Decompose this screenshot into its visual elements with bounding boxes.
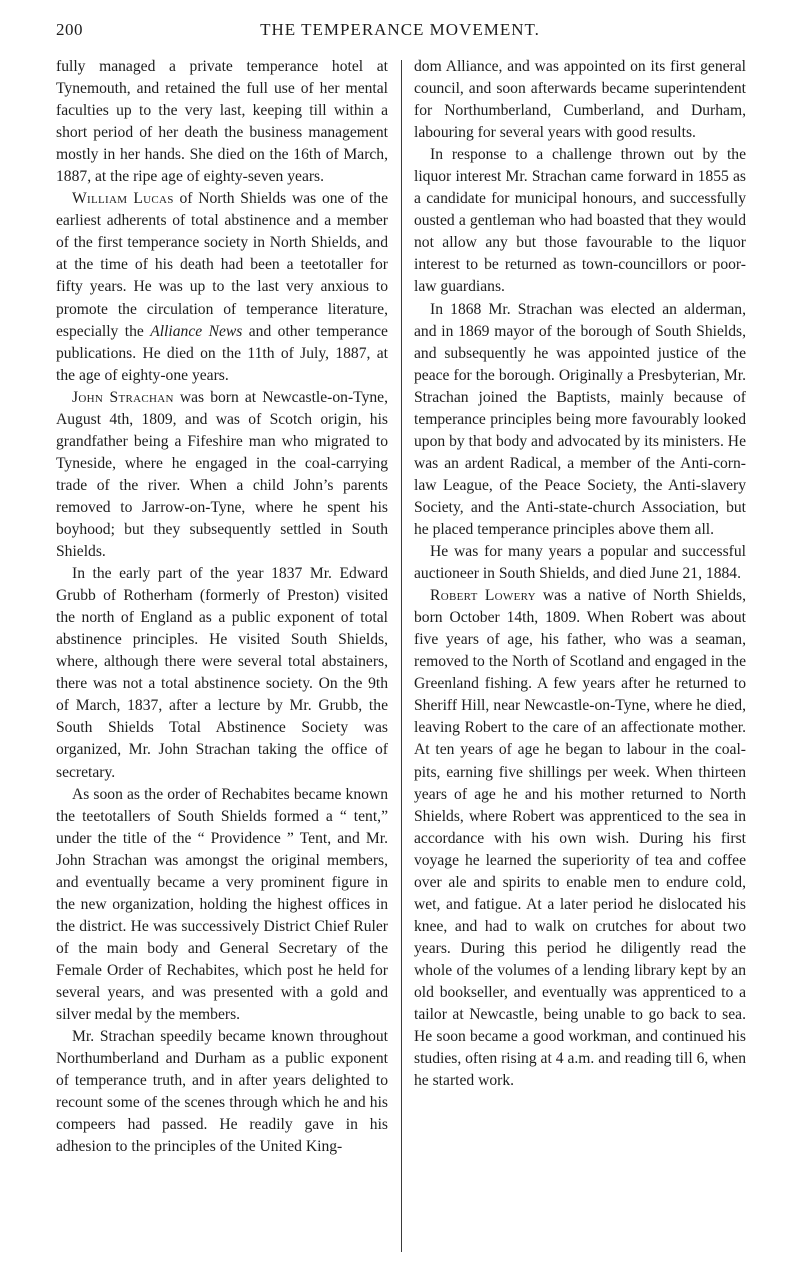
paragraph-text: was born at Newcastle-on-Tyne, August 4th, 1809, and was of Scotch origin, his grandfather being a Fifeshire man who migrated to Tyneside, where he engaged in the coal-carrying trade of the river. When a child John’s parents removed to Jarrow-on-Tyne, where he spent his boyhood; but they subsequently settled in South Shields. (56, 388, 389, 561)
paragraph-text: was a native of North Shields, born October 14th, 1809. When Robert was about five years of age, his father, who was a seaman, removed to the North of Scotland and engaged in the Greenland fishing. A few years after he returned to Sheriff Hill, near Newcastle-on-Tyne, where he died, leaving Robert to the care of an affectionate mother. At ten years of age he began to labour in the coal-pits, earning five shillings per week. When thirteen years of age he and his mother returned to North Shields, where Robert was apprenticed to the sea in accordance with his own wish. During his first voyage he learned the superiority of tea and coffee over ale and spirits to enable men to endure cold, wet, and fatigue. At a later period he dislocated his knee, and had to walk on crutches for about two years. During this period he diligently read the whole of the volumes of a lending library kept by an old bookseller, and eventually was apprenticed to a tailor at Newcastle, being unable to go back to sea. He soon became a good workman, and continued his studies, often rising at 4 a.m. and reading till 6, when he started work. (414, 587, 746, 1090)
paragraph-william-lucas (56, 188, 388, 386)
paragraph: He was for many years a popular and successful auctioneer in South Shields, and died June 21, 1884. (414, 543, 746, 583)
paragraph: In 1868 Mr. Strachan was elected an alderman, and in 1869 mayor of the borough of South Shields, and subsequently he was appointed justice of the peace for the borough. Originally a Presbyterian, Mr. Strachan joined the Baptists, mainly because of temperance principles being more favourably looked upon by that body and advocated by its ministers. He was an ardent Radical, a member of the Anti-corn-law League, of the Peace Society, the Anti-slavery Society, and the Anti-state-church Association, but he placed temperance principles above them all. (414, 300, 746, 538)
text-columns (56, 56, 746, 1256)
running-head (56, 20, 744, 48)
paragraph-john-strachan (56, 387, 388, 563)
paragraph: In response to a challenge thrown out by the liquor interest Mr. Strachan came forward in 1855 as a candidate for municipal honours, and successfully ousted a gentleman who had boasted that they would not allow any but those favourable to the liquor interest to be returned as town-councillors or poor-law guardians. (414, 146, 746, 296)
publication-title: Alliance News (150, 322, 243, 340)
page-number: 200 (56, 20, 83, 39)
paragraph-robert-lowery (414, 585, 746, 1092)
paragraph-text: of North Shields was one of the earliest adherents of total abstinence and a member of the first temperance society in North Shields, and at the time of his death had been a teetotaller for fifty years. He was up to the last very anxious to promote the circulation of temperance literature, especially the (56, 190, 388, 340)
running-title: THE TEMPERANCE MOVEMENT. (260, 20, 540, 39)
left-column (56, 56, 388, 1256)
person-name: William Lucas (72, 190, 174, 208)
paragraph: As soon as the order of Rechabites became known the teetotallers of South Shields formed a “ tent,” under the title of the “ Providence ” Tent, and Mr. John Strachan was amongst the original members, and eventually became a very prominent figure in the new organization, holding the highest offices in the district. He was successively District Chief Ruler of the main body and General Secretary of the Female Order of Rechabites, which post he held for several years, and was presented with a gold and silver medal by the members. (56, 785, 388, 1024)
paragraph-text: and other temperance publications. He died on the 11th of July, 1887, at the age of eighty-one years. (56, 322, 388, 384)
paragraph: In the early part of the year 1837 Mr. Edward Grubb of Rotherham (formerly of Preston) visited the north of England as a public exponent of total abstinence principles. He visited South Shields, where, although there were several total abstainers, there was not a total abstinence society. On the 9th of March, 1837, after a lecture by Mr. Grubb, the South Shields Total Abstinence Society was organized, Mr. John Strachan taking the office of secretary. (56, 565, 388, 781)
paragraph: fully managed a private temperance hotel at Tynemouth, and retained the full use of her mental faculties up to the very last, keeping till within a short period of her death the business management mostly in her hands. She died on the 16th of March, 1887, at the ripe age of eighty-seven years. (56, 58, 388, 186)
person-name: Robert Lowery (430, 587, 536, 605)
paragraph: dom Alliance, and was appointed on its first general council, and soon afterwards became superintendent for Northumberland, Cumberland, and Durham, labouring for several years with good results. (414, 58, 746, 142)
right-column (414, 56, 746, 1256)
person-name: John Strachan (72, 388, 174, 406)
paragraph: Mr. Strachan speedily became known throughout Northumberland and Durham as a public exponent of temperance truth, and in after years delighted to recount some of the scenes through which he and his compeers had passed. He readily gave in his adhesion to the principles of the United King- (56, 1028, 388, 1156)
